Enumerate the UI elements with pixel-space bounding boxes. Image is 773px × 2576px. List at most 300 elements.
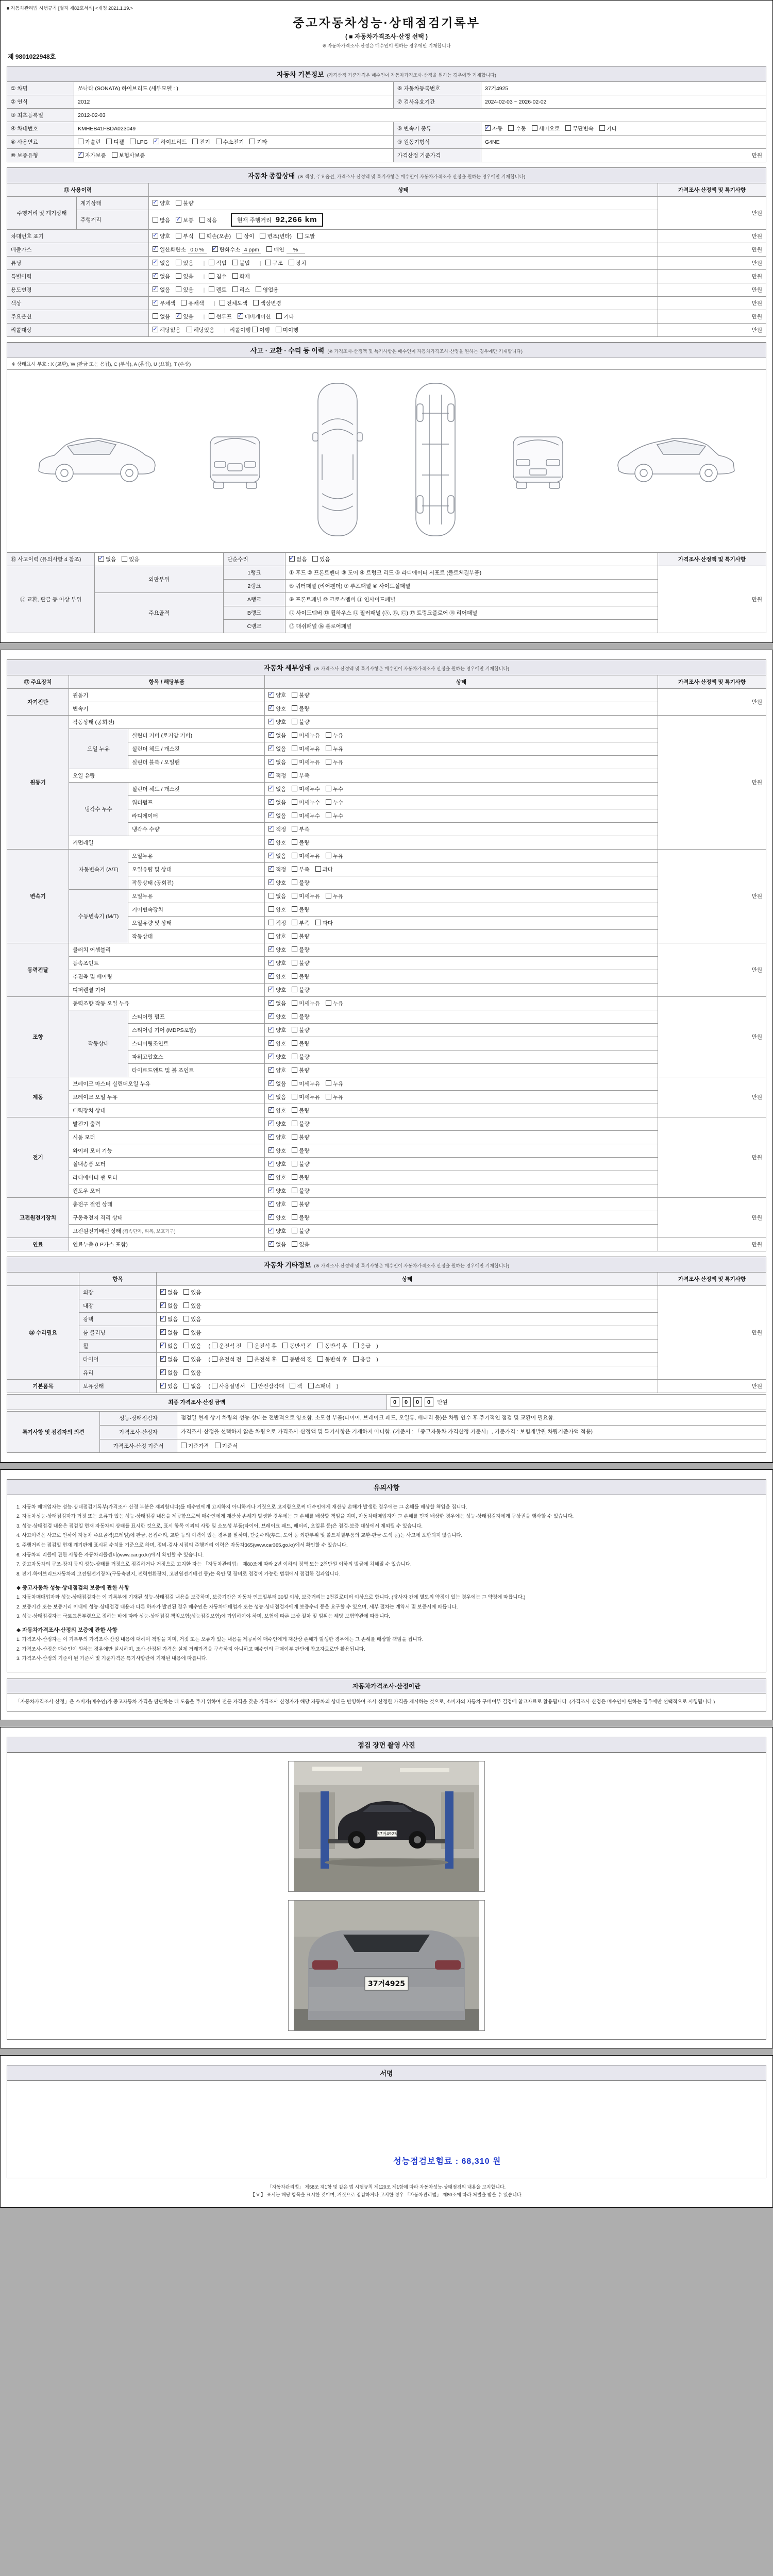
checkbox-checked-icon[interactable] [238, 313, 243, 319]
price-digit: 0 [391, 1397, 399, 1407]
option-label: 기타 [257, 139, 267, 145]
checkbox-icon[interactable] [256, 286, 261, 292]
price-unit-cell: 만원 [658, 310, 766, 324]
option-label: 해당없음 [160, 327, 181, 333]
option-label: 화재 [239, 274, 250, 280]
checkbox-icon[interactable] [292, 1107, 297, 1113]
option-label: 있음 [191, 1316, 201, 1323]
checkbox-icon[interactable] [292, 1080, 297, 1086]
checkbox-icon[interactable] [292, 1161, 297, 1166]
footer-line-1: 「자동차관리법」 제58조 제1항 및 같은 법 시행규칙 제120조 제1항에 따라 자동차성능·상태점검의 내용을 고지합니다. [267, 2184, 506, 2190]
checkbox-checked-icon[interactable] [268, 1228, 274, 1233]
checkbox-icon[interactable] [292, 879, 297, 885]
sub-option-open: ( [207, 1383, 212, 1389]
checkbox-checked-icon[interactable] [268, 1107, 274, 1113]
checkbox-icon[interactable] [292, 732, 297, 738]
checkbox-icon[interactable] [532, 125, 537, 131]
option [209, 286, 226, 294]
checkbox-checked-icon[interactable] [212, 246, 218, 252]
checkbox-icon[interactable] [292, 1013, 297, 1019]
checkbox-icon[interactable] [276, 313, 282, 319]
checkbox-icon[interactable] [181, 300, 187, 306]
subgroup-label: 작동상태 [69, 1010, 128, 1077]
option [238, 313, 271, 320]
checkbox-checked-icon[interactable] [160, 1289, 166, 1295]
checkbox-icon[interactable] [247, 1343, 253, 1348]
checkbox-icon[interactable] [353, 1343, 359, 1348]
checkbox-checked-icon[interactable] [268, 1214, 274, 1220]
checkbox-icon[interactable] [249, 139, 255, 144]
checkbox-icon[interactable] [292, 1201, 297, 1207]
option-label: 없음 [276, 1081, 287, 1087]
checkbox-icon[interactable] [183, 1383, 189, 1388]
checkbox-checked-icon[interactable] [268, 799, 274, 805]
checkbox-checked-icon[interactable] [268, 1147, 274, 1153]
option [292, 906, 309, 913]
checkbox-icon[interactable] [292, 1241, 297, 1247]
option [268, 1187, 286, 1195]
checkbox-icon[interactable] [199, 217, 205, 223]
option-label: 응급 [360, 1357, 371, 1363]
checkbox-icon[interactable] [220, 300, 225, 306]
checkbox-icon[interactable] [183, 1302, 189, 1308]
other-info-header [7, 1257, 766, 1272]
price-definition-text: 「자동차가격조사·산정」은 소비자(매수인)가 중고자동차 가격을 판단하는 데 도움을 주기 위하여 전문 자격을 갖춘 가격조사·산정자가 해당 자동차의 상태를 반영하여 조사·산정한 가격을 제시하는 것으로, 소비자의 자동차 구매여부 결정에 참고자료로 활용됩니다. (가격조사·산정은 매수인이 원하는 경우에만 선택적으로 시행됩니다.) [15, 1699, 715, 1705]
checkbox-icon[interactable] [326, 893, 331, 899]
checkbox-checked-icon[interactable] [153, 273, 158, 279]
basic-info-table [7, 81, 766, 162]
checkbox-checked-icon[interactable] [268, 1188, 274, 1193]
option [78, 138, 100, 146]
part-label: 윈도우 모터 [69, 1184, 265, 1198]
checkbox-checked-icon[interactable] [268, 772, 274, 778]
checkbox-icon[interactable] [232, 273, 238, 279]
option-label: 자가보증 [85, 152, 106, 159]
checkbox-icon[interactable] [326, 1000, 331, 1006]
checkbox-icon[interactable] [183, 1289, 189, 1295]
checkbox-checked-icon[interactable] [153, 327, 158, 332]
option-label: 불량 [299, 1014, 310, 1020]
option [268, 1013, 286, 1021]
option [268, 1053, 286, 1061]
option [317, 1355, 347, 1363]
checkbox-checked-icon[interactable] [153, 286, 158, 292]
option-label: 양호 [276, 1108, 287, 1114]
checkbox-icon[interactable] [292, 987, 297, 992]
first-registration-label: ③ 최초등록일 [7, 109, 74, 122]
state-cell [265, 836, 658, 850]
checkbox-icon[interactable] [122, 556, 127, 562]
checkbox-icon[interactable] [292, 1134, 297, 1140]
option [290, 1382, 302, 1390]
checkbox-checked-icon[interactable] [268, 1000, 274, 1006]
option-label: 불량 [299, 974, 310, 980]
checkbox-icon[interactable] [265, 260, 271, 265]
system-group-label: 변속기 [7, 850, 69, 943]
checkbox-icon[interactable] [292, 692, 297, 698]
checkbox-icon[interactable] [292, 786, 297, 791]
price-basis-options [177, 1439, 766, 1452]
checkbox-checked-icon[interactable] [153, 260, 158, 265]
checkbox-checked-icon[interactable] [268, 1067, 274, 1073]
accident-history-note: (※ 가격조사·산정액 및 특기사항은 매수인이 자동차가격조사·산정을 원하는 경우에만 기재합니다) [327, 349, 523, 354]
checkbox-checked-icon[interactable] [268, 946, 274, 952]
checkbox-checked-icon[interactable] [98, 556, 104, 562]
checkbox-icon[interactable] [289, 260, 294, 265]
checkbox-checked-icon[interactable] [153, 300, 158, 306]
option-label: 누유 [332, 1001, 344, 1007]
checkbox-icon[interactable] [176, 200, 181, 206]
checkbox-checked-icon[interactable] [153, 233, 158, 239]
checkbox-icon[interactable] [599, 125, 605, 131]
checkbox-icon[interactable] [292, 853, 297, 858]
checkbox-icon[interactable] [78, 139, 83, 144]
checkbox-checked-icon[interactable] [268, 853, 274, 858]
checkbox-icon[interactable] [508, 125, 514, 131]
option [183, 1315, 201, 1323]
checkbox-icon[interactable] [317, 1356, 323, 1362]
option-label: 양호 [276, 1054, 287, 1060]
checkbox-icon[interactable] [326, 786, 331, 791]
checkbox-icon[interactable] [292, 960, 297, 965]
checkbox-icon[interactable] [292, 1147, 297, 1153]
option-label: 없음 [276, 1094, 287, 1100]
option [268, 986, 286, 994]
checkbox-icon[interactable] [282, 1343, 288, 1348]
option-label: 불량 [299, 1121, 310, 1127]
option [268, 1040, 286, 1047]
option-label: 있음 [183, 287, 194, 293]
checkbox-checked-icon[interactable] [289, 556, 295, 562]
car-diagram-top [309, 377, 366, 545]
checkbox-icon[interactable] [183, 1343, 189, 1348]
part-label: 시동 모터 [69, 1131, 265, 1144]
checkbox-icon[interactable] [292, 1040, 297, 1046]
option-label: 미세누수 [299, 813, 320, 819]
checkbox-icon[interactable] [253, 300, 259, 306]
checkbox-icon[interactable] [292, 799, 297, 805]
checkbox-checked-icon[interactable] [160, 1383, 166, 1388]
option [292, 718, 309, 726]
checkbox-icon[interactable] [176, 273, 181, 279]
checkbox-icon[interactable] [292, 705, 297, 711]
option [78, 151, 106, 159]
checkbox-icon[interactable] [209, 286, 214, 292]
checkbox-icon[interactable] [252, 327, 258, 332]
checkbox-checked-icon[interactable] [160, 1329, 166, 1335]
checkbox-checked-icon[interactable] [268, 705, 274, 711]
checkbox-checked-icon[interactable] [154, 139, 159, 144]
checkbox-icon[interactable] [292, 1067, 297, 1073]
notes-paragraph: 2. 보증기간 또는 보증거리 이내에 성능·상태점검 내용과 다른 하자가 발견된 경우 매수인은 자동차매매업자 또는 성능·상태점검자에게 보증수리 등을 요구할 수 있으며, 세부 절차는 계약서 및 보증서에 따릅니다. [16, 1604, 458, 1610]
checkbox-checked-icon[interactable] [268, 786, 274, 791]
notes-paragraph: 3. 가격조사·산정의 기준이 된 기준서 및 기준가격은 특기사항란에 기재된 내용에 따릅니다. [16, 1656, 208, 1662]
checkbox-checked-icon[interactable] [268, 732, 274, 738]
checkbox-checked-icon[interactable] [78, 152, 83, 158]
checkbox-icon[interactable] [292, 839, 297, 845]
checkbox-icon[interactable] [268, 920, 274, 925]
checkbox-checked-icon[interactable] [176, 313, 181, 319]
checkbox-icon[interactable] [237, 233, 242, 239]
checkbox-icon[interactable] [209, 313, 214, 319]
basic-info-title: 자동차 기본정보 [277, 71, 324, 78]
checkbox-checked-icon[interactable] [268, 812, 274, 818]
checkbox-icon[interactable] [181, 1443, 187, 1448]
checkbox-icon[interactable] [315, 920, 321, 925]
checkbox-icon[interactable] [282, 1356, 288, 1362]
checkbox-checked-icon[interactable] [160, 1302, 166, 1308]
checkbox-icon[interactable] [209, 260, 214, 265]
checkbox-checked-icon[interactable] [268, 1054, 274, 1059]
checkbox-icon[interactable] [176, 286, 181, 292]
checkbox-icon[interactable] [212, 1343, 217, 1348]
checkbox-icon[interactable] [187, 327, 192, 332]
checkbox-icon[interactable] [565, 125, 571, 131]
part-label: 실린더 커버 (로커암 커버) [128, 729, 265, 742]
option [312, 555, 330, 563]
option [183, 1302, 201, 1310]
checkbox-icon[interactable] [315, 866, 321, 872]
checkbox-checked-icon[interactable] [268, 745, 274, 751]
checkbox-checked-icon[interactable] [485, 125, 491, 131]
checkbox-checked-icon[interactable] [268, 759, 274, 765]
checkbox-checked-icon[interactable] [160, 1316, 166, 1321]
option [268, 1214, 286, 1222]
checkbox-icon[interactable] [251, 1383, 257, 1388]
checkbox-checked-icon[interactable] [268, 1134, 274, 1140]
option-label: 양호 [276, 987, 287, 993]
checkbox-checked-icon[interactable] [268, 1013, 274, 1019]
checkbox-icon[interactable] [292, 1000, 297, 1006]
part-label: 작동상태 [128, 930, 265, 943]
page-gap [0, 1720, 773, 1727]
checkbox-checked-icon[interactable] [160, 1343, 166, 1348]
state-cell [265, 984, 658, 997]
checkbox-icon[interactable] [292, 1054, 297, 1059]
photo-panel [7, 1752, 766, 2040]
checkbox-icon[interactable] [326, 812, 331, 818]
checkbox-icon[interactable] [308, 1383, 314, 1388]
overall-state-header [7, 167, 766, 183]
checkbox-icon[interactable] [212, 1356, 217, 1362]
checkbox-icon[interactable] [192, 139, 198, 144]
checkbox-icon[interactable] [130, 139, 136, 144]
checkbox-icon[interactable] [268, 933, 274, 939]
state-cell [265, 1050, 658, 1064]
checkbox-checked-icon[interactable] [268, 866, 274, 872]
option-label: 양호 [276, 960, 287, 967]
part-note: (접속단자, 피복, 보호기구) [121, 1229, 176, 1234]
checkbox-icon[interactable] [183, 1329, 189, 1335]
checkbox-checked-icon[interactable] [268, 839, 274, 845]
checkbox-icon[interactable] [292, 719, 297, 724]
checkbox-icon[interactable] [292, 812, 297, 818]
option [292, 785, 320, 793]
sheet-3 [0, 1469, 773, 1720]
option [599, 125, 617, 132]
option-label: 무채색 [160, 300, 176, 307]
checkbox-icon[interactable] [183, 1316, 189, 1321]
option [252, 326, 270, 334]
checkbox-icon[interactable] [292, 1027, 297, 1032]
checkbox-checked-icon[interactable] [268, 1161, 274, 1166]
checkbox-checked-icon[interactable] [268, 1241, 274, 1247]
checkbox-icon[interactable] [292, 826, 297, 832]
checkbox-icon[interactable] [326, 853, 331, 858]
checkbox-icon[interactable] [276, 327, 281, 332]
checkbox-icon[interactable] [292, 772, 297, 778]
group-separator: | [213, 300, 215, 307]
checkbox-checked-icon[interactable] [268, 1080, 274, 1086]
option-label: 있음 [129, 556, 140, 563]
checkbox-icon[interactable] [292, 1121, 297, 1126]
part-label: 스티어링 기어 (MDPS포함) [128, 1024, 265, 1037]
checkbox-icon[interactable] [209, 273, 214, 279]
checkbox-checked-icon[interactable] [268, 719, 274, 724]
checkbox-icon[interactable] [266, 246, 272, 252]
part-label: 브레이크 마스터 실린더오일 누유 [69, 1077, 265, 1091]
checkbox-icon[interactable] [292, 866, 297, 872]
state-cell [265, 1238, 658, 1251]
option-label: 양호 [276, 1201, 287, 1208]
checkbox-icon[interactable] [292, 920, 297, 925]
checkbox-icon[interactable] [326, 799, 331, 805]
checkbox-icon[interactable] [153, 313, 158, 319]
checkbox-icon[interactable] [106, 139, 112, 144]
option [326, 1093, 343, 1101]
checkbox-checked-icon[interactable] [268, 1027, 274, 1032]
checkbox-checked-icon[interactable] [268, 826, 274, 832]
state-cell [265, 997, 658, 1010]
checkbox-icon[interactable] [317, 1343, 323, 1348]
checkbox-icon[interactable] [112, 152, 117, 158]
checkbox-checked-icon[interactable] [153, 246, 158, 252]
checkbox-icon[interactable] [176, 260, 181, 265]
option [292, 839, 309, 846]
checkbox-icon[interactable] [216, 139, 222, 144]
checkbox-checked-icon[interactable] [268, 1040, 274, 1046]
option [268, 933, 286, 940]
checkbox-icon[interactable] [312, 556, 318, 562]
checkbox-icon[interactable] [292, 1094, 297, 1099]
odometer-label: 현재 주행거리 [237, 217, 272, 224]
system-column-header: ⑰ 주요장치 [7, 675, 69, 689]
state-cell [265, 1158, 658, 1171]
option-label: 미이행 [282, 327, 299, 333]
group-separator: | [203, 274, 205, 280]
state-cell [149, 257, 658, 270]
opinion-table [7, 1411, 766, 1453]
option [176, 199, 193, 207]
checkbox-icon[interactable] [297, 233, 303, 239]
checkbox-icon[interactable] [183, 1369, 189, 1375]
option-label: 불량 [299, 880, 310, 886]
checkbox-icon[interactable] [292, 1174, 297, 1180]
checkbox-icon[interactable] [292, 759, 297, 765]
checkbox-icon[interactable] [292, 1188, 297, 1193]
checkbox-checked-icon[interactable] [268, 692, 274, 698]
checkbox-checked-icon[interactable] [153, 200, 158, 206]
checkbox-checked-icon[interactable] [176, 217, 181, 223]
checkbox-icon[interactable] [153, 217, 158, 223]
option [176, 273, 193, 280]
option-label: 자동 [492, 126, 503, 132]
checkbox-checked-icon[interactable] [160, 1369, 166, 1375]
checkbox-checked-icon[interactable] [268, 879, 274, 885]
checkbox-icon[interactable] [292, 745, 297, 751]
checkbox-icon[interactable] [326, 759, 331, 765]
option [317, 1342, 347, 1350]
checkbox-checked-icon[interactable] [160, 1356, 166, 1362]
checkbox-icon[interactable] [268, 906, 274, 912]
option-label: 미세누유 [299, 1081, 320, 1087]
price-definition-box [7, 1679, 766, 1711]
checkbox-icon[interactable] [292, 893, 297, 899]
option [153, 246, 207, 253]
checkbox-icon[interactable] [326, 732, 331, 738]
checkbox-icon[interactable] [326, 745, 331, 751]
checkbox-icon[interactable] [326, 1080, 331, 1086]
system-group-label: 원동기 [7, 716, 69, 850]
state-column-header: 상태 [149, 183, 658, 197]
overall-state-note: (※ 색상, 주요옵션, 가격조사·산정액 및 특기사항은 매수인이 자동차가격조사·산정을 원하는 경우에만 기재합니다) [298, 174, 526, 179]
accident-history-options [95, 553, 224, 566]
checkbox-checked-icon[interactable] [268, 960, 274, 965]
checkbox-icon[interactable] [268, 893, 274, 899]
checkbox-icon[interactable] [215, 1443, 221, 1448]
checkbox-icon[interactable] [292, 1214, 297, 1220]
option [353, 1342, 371, 1350]
checkbox-icon[interactable] [292, 946, 297, 952]
checkbox-icon[interactable] [247, 1356, 253, 1362]
checkbox-icon[interactable] [232, 286, 238, 292]
checkbox-icon[interactable] [199, 233, 205, 239]
part-label: 클러치 어셈블리 [69, 943, 265, 957]
model-year-value: 2012 [74, 95, 394, 109]
checkbox-icon[interactable] [232, 260, 238, 265]
checkbox-icon[interactable] [292, 973, 297, 979]
state-cell [265, 1117, 658, 1131]
state-cell [265, 890, 658, 903]
checkbox-checked-icon[interactable] [268, 1094, 274, 1099]
checkbox-icon[interactable] [292, 1228, 297, 1233]
checkbox-checked-icon[interactable] [268, 1121, 274, 1126]
option-label: 이행 [259, 327, 270, 333]
checkbox-icon[interactable] [183, 1356, 189, 1362]
checkbox-icon[interactable] [176, 233, 181, 239]
checkbox-icon[interactable] [292, 906, 297, 912]
checkbox-checked-icon[interactable] [268, 987, 274, 992]
checkbox-icon[interactable] [353, 1356, 359, 1362]
option-label: 미세누수 [299, 800, 320, 806]
checkbox-icon[interactable] [290, 1383, 295, 1388]
part-label: 동력조향 작동 오일 누유 [69, 997, 265, 1010]
checkbox-icon[interactable] [212, 1383, 217, 1388]
option-label: 없음 [160, 274, 171, 280]
price-unit-cell: 만원 [658, 1238, 766, 1251]
checkbox-checked-icon[interactable] [268, 973, 274, 979]
option [215, 1442, 238, 1450]
signature-title: 서명 [380, 2069, 393, 2077]
checkbox-icon[interactable] [326, 1094, 331, 1099]
option-label: 유채색 [188, 300, 204, 307]
checkbox-icon[interactable] [292, 933, 297, 939]
option [268, 946, 286, 954]
checkbox-icon[interactable] [260, 233, 265, 239]
accident-history-label: ⑮ 사고이력 (유의사항 4 참조) [7, 553, 95, 566]
checkbox-checked-icon[interactable] [268, 1201, 274, 1207]
checkbox-checked-icon[interactable] [268, 1174, 274, 1180]
